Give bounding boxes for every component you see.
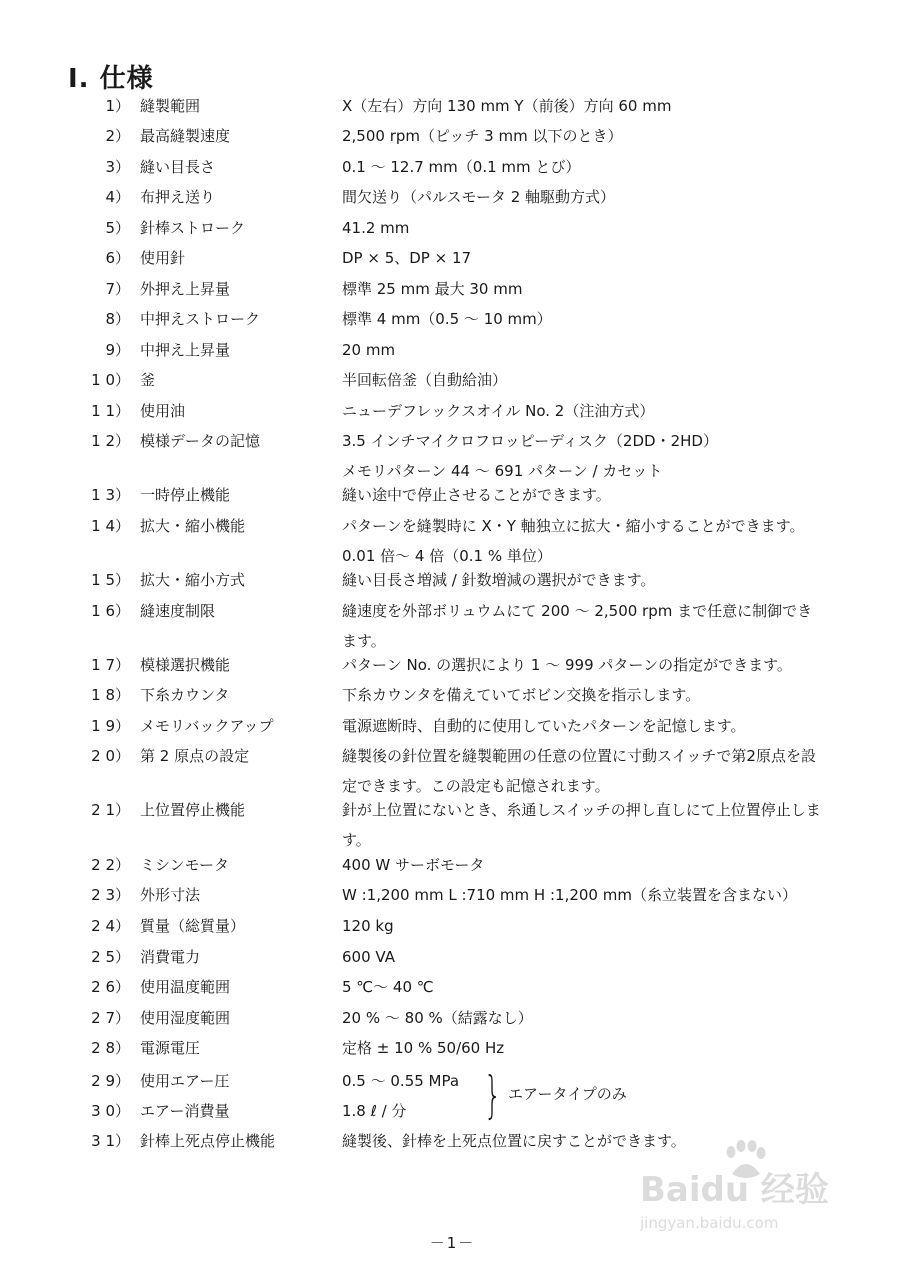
spec-number: 2 3）: [91, 886, 130, 904]
spec-label: 使用針: [140, 249, 186, 267]
spec-number: 2）: [105, 127, 130, 145]
spec-label: 模様選択機能: [140, 656, 231, 674]
spec-value: [342, 850, 847, 880]
spec-value-line: 400 W サーボモータ: [342, 856, 485, 874]
spec-label: 中押えストローク: [140, 310, 261, 328]
spec-value: [342, 426, 847, 486]
right-brace-icon: }: [484, 1066, 502, 1124]
spec-number: 2 0）: [91, 747, 130, 765]
spec-number: 2 5）: [91, 948, 130, 966]
spec-value: [342, 565, 847, 595]
spec-value-line: 縫速度を外部ボリュウムにて 200 ～ 2,500 rpm まで任意に制御でき: [342, 602, 813, 620]
spec-value: [342, 711, 847, 741]
spec-label: ミシンモータ: [140, 856, 230, 874]
spec-number: 5）: [105, 219, 130, 237]
spec-value-line: パターンを縫製時に X・Y 軸独立に拡大・縮小することができます。: [342, 517, 805, 535]
spec-number: 6）: [105, 249, 130, 267]
spec-label: 第 2 原点の設定: [140, 747, 250, 765]
spec-value-line: W :1,200 mm L :710 mm H :1,200 mm（糸立装置を含まない）: [342, 886, 797, 904]
spec-number: 1 0）: [91, 371, 130, 389]
spec-value: [342, 121, 847, 151]
spec-label: 最高縫製速度: [140, 127, 231, 145]
spec-label: 使用エアー圧: [140, 1072, 230, 1090]
spec-value: [342, 182, 847, 212]
spec-label: 針棒上死点停止機能: [140, 1132, 276, 1150]
spec-label: 縫い目長さ: [140, 158, 216, 176]
spec-number: 2 7）: [91, 1009, 130, 1027]
watermark-url: jingyan.baidu.com: [640, 1214, 779, 1232]
spec-value-line: 標準 4 mm（0.5 ～ 10 mm）: [342, 310, 552, 328]
spec-value-line: 20 mm: [342, 341, 396, 359]
spec-label: 縫製範囲: [140, 97, 201, 115]
spec-value: [342, 365, 847, 395]
spec-value-line: 2,500 rpm（ピッチ 3 mm 以下のとき）: [342, 127, 623, 145]
spec-value: [342, 1003, 847, 1033]
spec-value-line: 半回転倍釜（自動給油）: [342, 371, 508, 389]
watermark-logo: Baidu 经验: [640, 1170, 829, 1210]
spec-label: 外形寸法: [140, 886, 201, 904]
spec-value-line: 5 ℃～ 40 ℃: [342, 978, 434, 996]
spec-number: 2 4）: [91, 917, 130, 935]
spec-value: [342, 152, 847, 182]
spec-number: 1 7）: [91, 656, 130, 674]
spec-value-line: 0.1 ～ 12.7 mm（0.1 mm とび）: [342, 158, 581, 176]
page-title: Ⅰ. 仕様: [68, 64, 154, 94]
spec-label: 外押え上昇量: [140, 280, 231, 298]
spec-label: 釜: [140, 371, 156, 389]
spec-number: 1 4）: [91, 517, 130, 535]
spec-label: 拡大・縮小方式: [140, 571, 246, 589]
spec-label: 使用温度範囲: [140, 978, 231, 996]
spec-value-line: 縫製後、針棒を上死点位置に戻すことができます。: [342, 1132, 686, 1150]
spec-value: [342, 942, 847, 972]
spec-label: 消費電力: [140, 948, 201, 966]
spec-value-line: 0.5 ～ 0.55 MPa: [342, 1072, 460, 1090]
spec-value: [342, 396, 847, 426]
spec-value-line: 下糸カウンタを備えていてボビン交換を指示します。: [342, 686, 701, 704]
spec-value-line: す。: [342, 831, 371, 849]
spec-label: 上位置停止機能: [140, 801, 246, 819]
spec-value-line: 定できます。この設定も記憶されます。: [342, 777, 610, 795]
spec-value-line: 電源遮断時、自動的に使用していたパターンを記憶します。: [342, 717, 746, 735]
spec-value-line: メモリパターン 44 ～ 691 パターン / カセット: [342, 462, 663, 480]
spec-value: [342, 91, 847, 121]
spec-number: 1 8）: [91, 686, 130, 704]
spec-label: 使用湿度範囲: [140, 1009, 231, 1027]
spec-number: 8）: [105, 310, 130, 328]
spec-value-line: 縫い途中で停止させることができます。: [342, 486, 611, 504]
spec-number: 1 9）: [91, 717, 130, 735]
spec-number: 2 2）: [91, 856, 130, 874]
spec-number: 3 0）: [91, 1102, 130, 1120]
spec-number: 2 1）: [91, 801, 130, 819]
spec-value-line: 縫い目長さ増減 / 針数増減の選択ができます。: [342, 571, 656, 589]
spec-value-line: 縫製後の針位置を縫製範囲の任意の位置に寸動スイッチで第2原点を設: [342, 747, 816, 765]
spec-value: [342, 511, 847, 571]
spec-value: [342, 480, 847, 510]
spec-value: [342, 650, 847, 680]
spec-value: [342, 304, 847, 334]
page-number: －1－: [429, 1234, 476, 1252]
spec-label: 布押え送り: [140, 188, 216, 206]
spec-label: 使用油: [140, 402, 186, 420]
spec-number: 3 1）: [91, 1132, 130, 1150]
spec-value-line: X（左右）方向 130 mm Y（前後）方向 60 mm: [342, 97, 672, 115]
spec-value-line: 41.2 mm: [342, 219, 410, 237]
spec-value: [342, 243, 847, 273]
spec-value-line: 針が上位置にないとき、糸通しスイッチの押し直しにて上位置停止しま: [342, 801, 821, 819]
spec-label: メモリバックアップ: [140, 717, 274, 735]
spec-value: [342, 911, 847, 941]
spec-number: 7）: [105, 280, 130, 298]
spec-number: 1 2）: [91, 432, 130, 450]
watermark: [640, 1140, 850, 1240]
spec-label: 中押え上昇量: [140, 341, 231, 359]
spec-number: 1 6）: [91, 602, 130, 620]
spec-number: 4）: [105, 188, 130, 206]
spec-value: [342, 880, 847, 910]
spec-value: [342, 972, 847, 1002]
spec-value: [342, 680, 847, 710]
air-type-note: エアータイプのみ: [508, 1085, 627, 1103]
spec-number: 2 9）: [91, 1072, 130, 1090]
spec-value-line: 0.01 倍～ 4 倍（0.1 % 単位）: [342, 547, 552, 565]
spec-value-line: 標準 25 mm 最大 30 mm: [342, 280, 523, 298]
spec-value: [342, 741, 847, 801]
spec-label: エアー消費量: [140, 1102, 230, 1120]
spec-value-line: 間欠送り（パルスモータ 2 軸駆動方式）: [342, 188, 616, 206]
spec-number: 2 6）: [91, 978, 130, 996]
spec-value-line: パターン No. の選択により 1 ～ 999 パターンの指定ができます。: [342, 656, 792, 674]
spec-value: [342, 795, 847, 855]
spec-value-line: 定格 ± 10 % 50/60 Hz: [342, 1039, 505, 1057]
spec-value-line: ニューデフレックスオイル No. 2（注油方式）: [342, 402, 655, 420]
spec-value-line: 20 % ～ 80 %（結露なし）: [342, 1009, 533, 1027]
spec-value: [342, 335, 847, 365]
spec-label: 針棒ストローク: [140, 219, 246, 237]
spec-value-line: 1.8 ℓ / 分: [342, 1102, 407, 1120]
spec-number: 1）: [105, 97, 130, 115]
spec-number: 1 1）: [91, 402, 130, 420]
air-type-brace-group: [0, 1066, 905, 1130]
spec-value: [342, 596, 847, 656]
spec-label: 下糸カウンタ: [140, 686, 230, 704]
spec-label: 拡大・縮小機能: [140, 517, 246, 535]
spec-label: 模様データの記憶: [140, 432, 261, 450]
spec-value-line: DP × 5、DP × 17: [342, 249, 472, 267]
spec-value: [342, 274, 847, 304]
spec-label: 電源電圧: [140, 1039, 201, 1057]
spec-number: 1 5）: [91, 571, 130, 589]
spec-value-line: 600 VA: [342, 948, 395, 966]
spec-number: 1 3）: [91, 486, 130, 504]
spec-label: 一時停止機能: [140, 486, 231, 504]
spec-label: 質量（総質量）: [140, 917, 246, 935]
spec-number: 3）: [105, 158, 130, 176]
spec-value: [342, 213, 847, 243]
spec-value-line: ます。: [342, 632, 386, 650]
spec-label: 縫速度制限: [140, 602, 216, 620]
spec-number: 9）: [105, 341, 130, 359]
spec-value: [342, 1033, 847, 1063]
spec-value-line: 120 kg: [342, 917, 394, 935]
spec-value-line: 3.5 インチマイクロフロッピーディスク（2DD・2HD）: [342, 432, 718, 450]
spec-number: 2 8）: [91, 1039, 130, 1057]
